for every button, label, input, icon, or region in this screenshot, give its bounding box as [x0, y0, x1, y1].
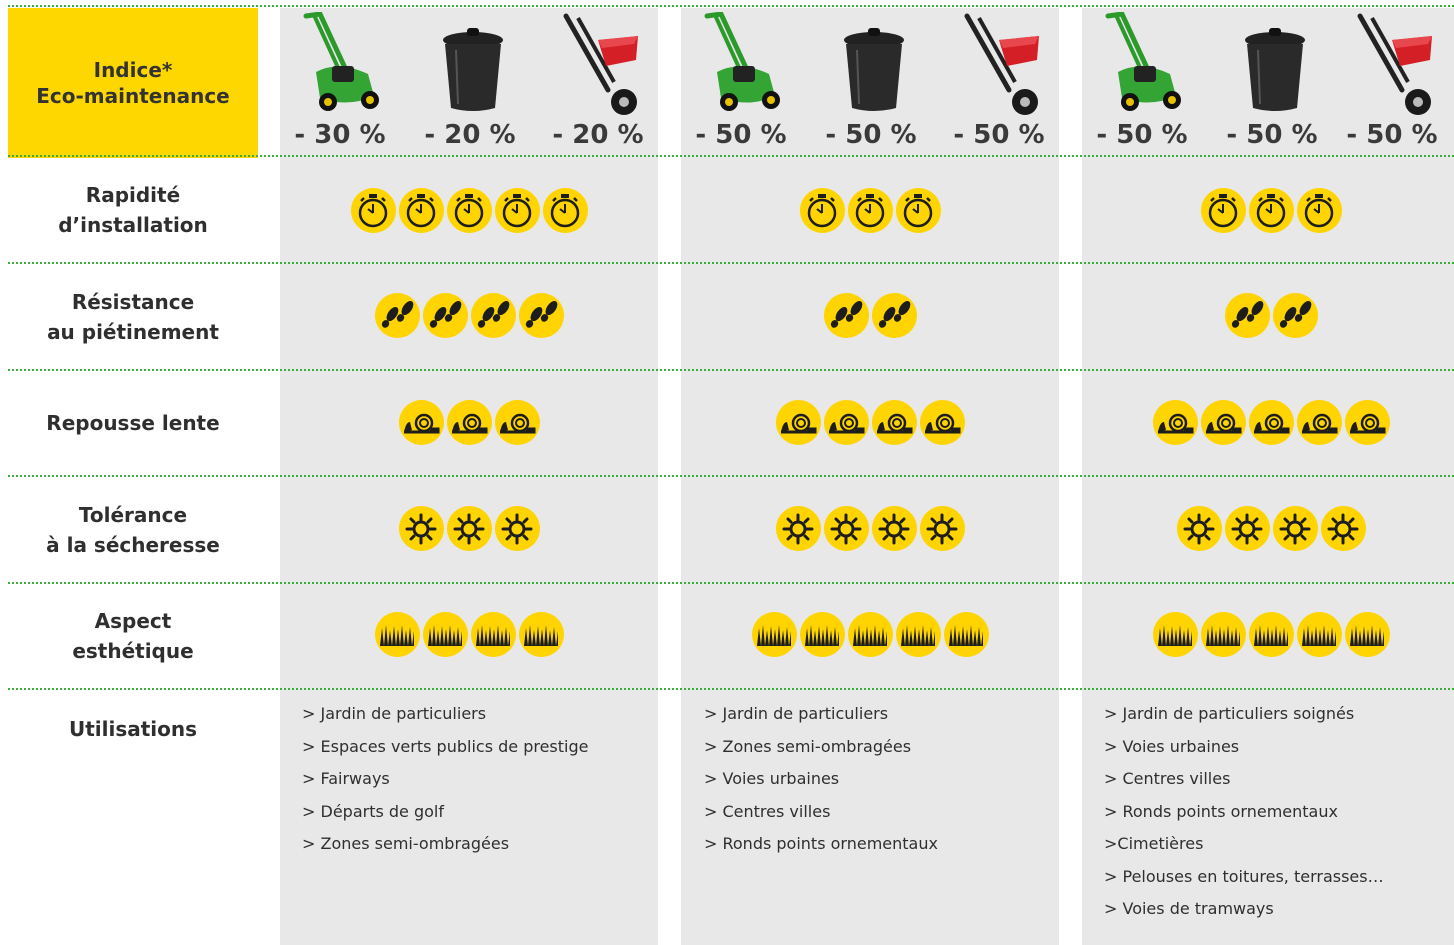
sun-icon	[1273, 506, 1318, 551]
lawn-mower-tool	[681, 8, 801, 158]
spreader-icon	[957, 12, 1047, 120]
stopwatch-icon	[848, 188, 893, 233]
column-3-tools	[1082, 8, 1454, 158]
snail-icon	[872, 400, 917, 445]
grass-icon	[752, 612, 797, 657]
column-2-aspect-rating	[681, 612, 1059, 657]
row-label-line: Tolérance	[78, 502, 188, 527]
grass-icon	[423, 612, 468, 657]
sun-icon	[447, 506, 492, 551]
lawn-mower-icon	[298, 12, 388, 120]
grass-icon	[1201, 612, 1246, 657]
list-item: > Pelouses en toitures, terrasses…	[1104, 866, 1384, 886]
spreader-tool	[1332, 8, 1452, 158]
snail-icon	[1297, 400, 1342, 445]
reduction-percentage: - 50 %	[1346, 120, 1438, 150]
column-3-tolerance-rating	[1082, 506, 1454, 551]
column-1-aspect-rating	[280, 612, 658, 657]
header-eco-maintenance	[8, 8, 258, 158]
grass-icon	[375, 612, 420, 657]
column-3-rapidite-rating	[1082, 188, 1454, 233]
snail-icon	[824, 400, 869, 445]
footprints-icon	[824, 293, 869, 338]
grass-icon	[1249, 612, 1294, 657]
stopwatch-icon	[1201, 188, 1246, 233]
stopwatch-icon	[1297, 188, 1342, 233]
stopwatch-icon	[399, 188, 444, 233]
column-3-aspect-rating	[1082, 612, 1454, 657]
reduction-percentage: - 20 %	[424, 120, 516, 150]
header-title-line1: Indice*	[93, 58, 173, 82]
row-label-line: au piétinement	[47, 319, 219, 344]
row-label-line: Rapidité	[85, 182, 181, 207]
column-1-rapidite-rating	[280, 188, 658, 233]
reduction-percentage: - 50 %	[825, 120, 917, 150]
column-2-repousse-rating	[681, 400, 1059, 445]
spreader-tool	[939, 8, 1059, 158]
list-item: > Centres villes	[1104, 769, 1231, 788]
sun-icon	[1177, 506, 1222, 551]
column-2-uses-list	[704, 698, 1064, 861]
snail-icon	[1153, 400, 1198, 445]
snail-icon	[1345, 400, 1390, 445]
row-label-line: Résistance	[71, 289, 195, 314]
column-2-rapidite-rating	[681, 188, 1059, 233]
reduction-percentage: - 50 %	[953, 120, 1045, 150]
row-label-line: d’installation	[58, 212, 208, 237]
column-1-resistance-rating	[280, 293, 658, 338]
column-3-uses-list	[1104, 698, 1454, 926]
snail-icon	[447, 400, 492, 445]
grass-icon	[800, 612, 845, 657]
column-1-uses-list	[302, 698, 662, 861]
sun-icon	[872, 506, 917, 551]
stopwatch-icon	[495, 188, 540, 233]
list-item: >Cimetières	[1104, 834, 1204, 853]
reduction-percentage: - 50 %	[1226, 120, 1318, 150]
column-1-tools	[280, 8, 658, 158]
footprints-icon	[1273, 293, 1318, 338]
divider	[8, 5, 1454, 7]
row-label-aspect	[8, 584, 258, 688]
spreader-tool	[538, 8, 658, 158]
stopwatch-icon	[351, 188, 396, 233]
grass-icon	[1153, 612, 1198, 657]
row-label-tolerance	[8, 477, 258, 582]
bin-tool	[1212, 8, 1332, 158]
lawn-mower-icon	[1100, 12, 1190, 120]
list-item: > Jardin de particuliers	[302, 704, 487, 723]
footprints-icon	[471, 293, 516, 338]
column-3-repousse-rating	[1082, 400, 1454, 445]
row-label-line: esthétique	[72, 639, 194, 663]
column-2-tools	[681, 8, 1059, 158]
list-item: > Voies urbaines	[704, 769, 840, 788]
row-label-line: à la sécheresse	[46, 532, 220, 557]
bin-icon	[1230, 12, 1320, 120]
snail-icon	[1249, 400, 1294, 445]
list-item: > Ronds points ornementaux	[704, 834, 938, 853]
list-item: > Centres villes	[704, 801, 831, 821]
sun-icon	[776, 506, 821, 551]
bin-icon	[829, 12, 919, 120]
list-item: > Départs de golf	[302, 801, 444, 821]
row-label-line: Repousse lente	[46, 411, 220, 435]
grass-icon	[1297, 612, 1342, 657]
snail-icon	[1201, 400, 1246, 445]
list-item: > Jardin de particuliers soignés	[1104, 704, 1355, 723]
row-label-repousse	[8, 371, 258, 475]
sun-icon	[495, 506, 540, 551]
footprints-icon	[872, 293, 917, 338]
list-item: > Zones semi-ombragées	[704, 736, 912, 756]
column-1-tolerance-rating	[280, 506, 658, 551]
lawn-mower-icon	[699, 12, 789, 120]
list-item: > Jardin de particuliers	[704, 704, 889, 723]
grass-icon	[519, 612, 564, 657]
sun-icon	[824, 506, 869, 551]
sun-icon	[399, 506, 444, 551]
column-2-resistance-rating	[681, 293, 1059, 338]
footprints-icon	[1225, 293, 1270, 338]
list-item: > Ronds points ornementaux	[1104, 801, 1338, 821]
footprints-icon	[423, 293, 468, 338]
list-item: > Voies urbaines	[1104, 736, 1240, 756]
stopwatch-icon	[1249, 188, 1294, 233]
bin-tool	[811, 8, 931, 158]
stopwatch-icon	[543, 188, 588, 233]
grass-icon	[471, 612, 516, 657]
reduction-percentage: - 20 %	[552, 120, 644, 150]
column-1-repousse-rating	[280, 400, 658, 445]
lawn-mower-tool	[1082, 8, 1202, 158]
column-3-resistance-rating	[1082, 293, 1454, 338]
snail-icon	[495, 400, 540, 445]
sun-icon	[920, 506, 965, 551]
footprints-icon	[519, 293, 564, 338]
grass-icon	[944, 612, 989, 657]
stopwatch-icon	[447, 188, 492, 233]
column-2-tolerance-rating	[681, 506, 1059, 551]
row-label-line: Utilisations	[68, 717, 198, 741]
bin-tool	[410, 8, 530, 158]
list-item: > Fairways	[302, 769, 390, 788]
list-item: > Espaces verts publics de prestige	[302, 736, 589, 756]
bin-icon	[428, 12, 518, 120]
reduction-percentage: - 50 %	[1096, 120, 1188, 150]
snail-icon	[920, 400, 965, 445]
spreader-icon	[556, 12, 646, 120]
grass-icon	[896, 612, 941, 657]
grass-icon	[1345, 612, 1390, 657]
row-label-line: Aspect	[94, 609, 172, 633]
list-item: > Voies de tramways	[1104, 899, 1274, 918]
grass-icon	[848, 612, 893, 657]
sun-icon	[1321, 506, 1366, 551]
reduction-percentage: - 30 %	[294, 120, 386, 150]
row-label-utilisations	[8, 712, 258, 746]
reduction-percentage: - 50 %	[695, 120, 787, 150]
stopwatch-icon	[896, 188, 941, 233]
row-label-resistance	[8, 264, 258, 369]
row-label-rapidite	[8, 157, 258, 262]
lawn-mower-tool	[280, 8, 400, 158]
header-title-line2: Eco-maintenance	[36, 84, 230, 108]
sun-icon	[1225, 506, 1270, 551]
footprints-icon	[375, 293, 420, 338]
stopwatch-icon	[800, 188, 845, 233]
divider	[8, 688, 1454, 690]
snail-icon	[776, 400, 821, 445]
snail-icon	[399, 400, 444, 445]
list-item: > Zones semi-ombragées	[302, 834, 510, 853]
spreader-icon	[1350, 12, 1440, 120]
